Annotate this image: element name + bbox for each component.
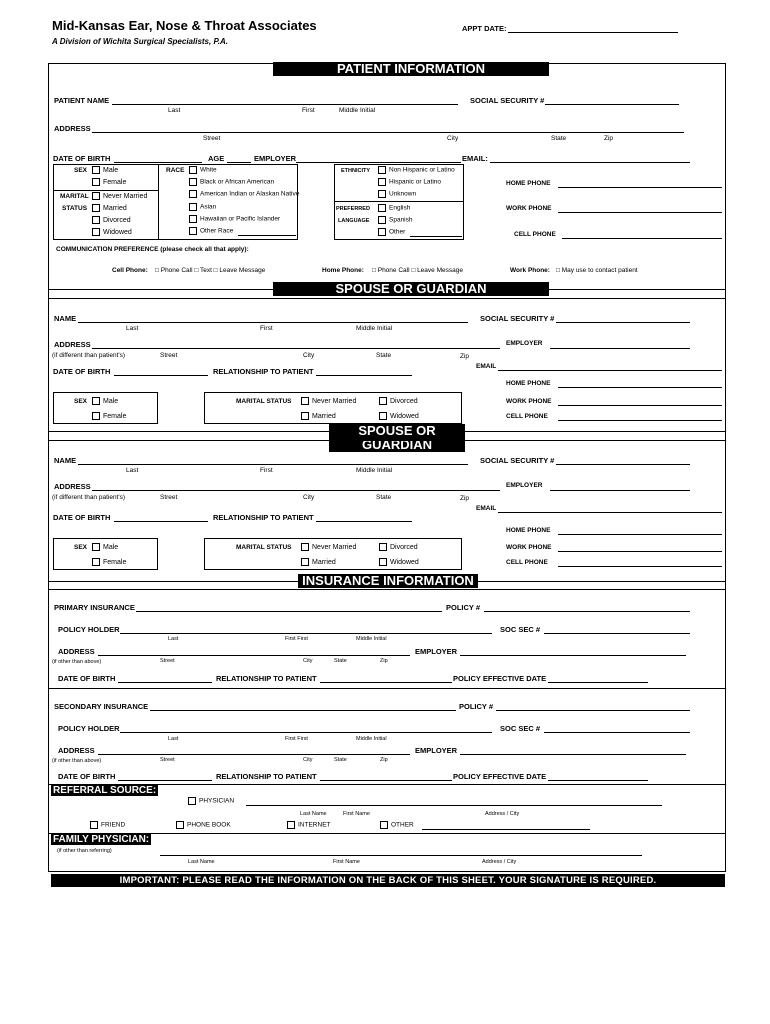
primary-policy-label: POLICY # [446, 603, 481, 612]
spouse-divorced-option[interactable] [379, 397, 418, 405]
spouse2-name-field[interactable] [78, 464, 468, 465]
checkbox[interactable] [301, 397, 309, 405]
patient-work-phone-field[interactable] [558, 212, 722, 213]
spouse-work-phone-field[interactable] [558, 405, 722, 406]
primary-employer-label: EMPLOYER [415, 647, 458, 656]
option-label: Divorced [390, 543, 418, 551]
referral-other-field[interactable] [422, 829, 590, 830]
spouse-female-option[interactable] [92, 412, 126, 420]
first-name-caption: First Name [343, 811, 370, 817]
checkbox[interactable] [92, 192, 100, 200]
first-name-caption: First Name [333, 859, 360, 865]
sex-male-option[interactable] [92, 166, 118, 174]
appt-date-field[interactable] [508, 32, 678, 33]
language-english-option[interactable] [378, 204, 410, 212]
checkbox[interactable] [176, 821, 184, 829]
secondary-effective-field[interactable] [548, 780, 648, 781]
spouse2-email-label: EMAIL [476, 505, 497, 512]
demographics-box [53, 164, 298, 240]
checkbox[interactable] [380, 821, 388, 829]
option-label: American Indian or Alaskan Native [200, 190, 300, 198]
patient-email-label: EMAIL: [462, 154, 488, 163]
race-asian-option[interactable] [189, 203, 216, 211]
patient-dob-label: DATE OF BIRTH [53, 154, 111, 163]
checkbox[interactable] [189, 227, 197, 235]
patient-name-field[interactable] [112, 104, 458, 105]
ethnicity-unknown-option[interactable] [378, 190, 416, 198]
referral-source-title: REFERRAL SOURCE: [53, 785, 157, 796]
checkbox[interactable] [92, 397, 100, 405]
option-label: English [389, 204, 411, 212]
language-spanish-option[interactable] [378, 216, 413, 224]
primary-socsec-field[interactable] [544, 633, 690, 634]
checkbox[interactable] [379, 543, 387, 551]
marital-label: MARITAL [60, 193, 89, 200]
zip-caption: Zip [604, 135, 614, 142]
spouse2-relationship-field[interactable] [316, 521, 412, 522]
primary-address-field[interactable] [98, 655, 410, 656]
spouse2-cell-phone-label: CELL PHONE [506, 559, 548, 566]
checkbox[interactable] [189, 203, 197, 211]
spouse2-widowed-option[interactable] [379, 558, 419, 566]
option-label: Non Hispanic or Latino [389, 166, 455, 174]
spouse2-name-label: NAME [54, 456, 77, 465]
race-other-option[interactable] [189, 227, 233, 235]
spouse-address-label: ADDRESS [54, 340, 91, 349]
middle-caption: Middle Initial [356, 636, 387, 642]
spouse2-address-label: ADDRESS [54, 482, 91, 491]
address-city-caption: Address / City [482, 859, 517, 865]
secondary-dob-label: DATE OF BIRTH [58, 772, 116, 781]
referral-phonebook-option[interactable] [176, 821, 231, 829]
secondary-holder-field[interactable] [120, 732, 492, 733]
option-label: Married [312, 412, 336, 420]
patient-age-field[interactable] [227, 162, 251, 163]
checkbox[interactable] [379, 558, 387, 566]
divider [48, 688, 726, 689]
checkbox[interactable] [189, 178, 197, 186]
patient-cell-phone-label: CELL PHONE [514, 231, 556, 238]
secondary-effective-label: POLICY EFFECTIVE DATE [453, 772, 547, 781]
spouse2-dob-field[interactable] [114, 521, 208, 522]
ethnicity-hispanic-option[interactable] [378, 178, 441, 186]
insurance-bar: INSURANCE INFORMATION [298, 574, 478, 588]
checkbox[interactable] [379, 397, 387, 405]
option-label: Other [389, 228, 406, 236]
secondary-socsec-label: SOC SEC # [500, 724, 541, 733]
patient-home-phone-label: HOME PHONE [506, 180, 551, 187]
primary-address-label: ADDRESS [58, 647, 95, 656]
primary-dob-label: DATE OF BIRTH [58, 674, 116, 683]
option-label: Widowed [103, 228, 132, 236]
comm-work-label: Work Phone: [510, 267, 550, 274]
patient-address-label: ADDRESS [54, 124, 91, 133]
option-label: Female [103, 412, 127, 420]
patient-info-bar: PATIENT INFORMATION [273, 62, 549, 76]
secondary-employer-label: EMPLOYER [415, 746, 458, 755]
checkbox[interactable] [378, 190, 386, 198]
divider [48, 440, 726, 441]
ethnicity-label: ETHNICITY [341, 168, 371, 174]
last-caption: Last [168, 107, 181, 114]
state-caption: State [334, 658, 347, 664]
primary-employer-field[interactable] [460, 655, 686, 656]
spouse-home-phone-label: HOME PHONE [506, 380, 551, 387]
last-caption: Last [168, 636, 179, 642]
option-label: PHYSICIAN [199, 797, 235, 805]
referral-physician-field[interactable] [246, 805, 662, 806]
comm-work-options[interactable]: □ May use to contact patient [556, 267, 638, 274]
option-label: Black or African American [200, 178, 275, 186]
if-other-referring-caption: (if other than referring) [57, 848, 112, 854]
option-label: INTERNET [298, 821, 331, 829]
marital-divorced-option[interactable] [92, 216, 131, 224]
spouse-married-option[interactable] [301, 412, 336, 420]
option-label: Male [103, 397, 119, 405]
secondary-relationship-field[interactable] [320, 780, 452, 781]
spouse2-employer-label: EMPLOYER [506, 482, 543, 489]
option-label: Unknown [389, 190, 417, 198]
street-caption: Street [160, 658, 175, 664]
street-caption: Street [160, 757, 175, 763]
marital-never-option[interactable] [92, 192, 147, 200]
zip-caption: Zip [460, 495, 470, 502]
checkbox[interactable] [92, 543, 100, 551]
primary-effective-field[interactable] [548, 682, 648, 683]
spouse2-divorced-option[interactable] [379, 543, 418, 551]
last-caption: Last [126, 467, 139, 474]
race-native-option[interactable] [189, 190, 299, 198]
marital-widowed-option[interactable] [92, 228, 132, 236]
referral-other-option[interactable] [380, 821, 414, 829]
spouse-dob-label: DATE OF BIRTH [53, 367, 111, 376]
patient-email-field[interactable] [490, 162, 690, 163]
status-label: STATUS [62, 205, 88, 212]
option-label: Divorced [103, 216, 131, 224]
street-caption: Street [160, 494, 178, 501]
checkbox[interactable] [189, 215, 197, 223]
comm-cell-label: Cell Phone: [112, 267, 148, 274]
divider [334, 201, 464, 202]
language-label: LANGUAGE [338, 218, 370, 224]
race-black-option[interactable] [189, 178, 274, 186]
primary-effective-label: POLICY EFFECTIVE DATE [453, 674, 547, 683]
checkbox[interactable] [301, 543, 309, 551]
primary-relationship-field[interactable] [320, 682, 452, 683]
comm-cell-options[interactable]: □ Phone Call □ Text □ Leave Message [155, 267, 266, 274]
city-caption: City [303, 757, 313, 763]
first-caption: First First [285, 736, 308, 742]
option-label: Asian [200, 203, 217, 211]
spouse-home-phone-field[interactable] [558, 387, 722, 388]
divider [53, 190, 158, 191]
race-label: RACE [166, 167, 185, 174]
option-label: Female [103, 558, 127, 566]
patient-cell-phone-field[interactable] [562, 238, 722, 239]
spouse-bar-1: SPOUSE OR GUARDIAN [273, 282, 549, 296]
option-label: FRIEND [101, 821, 126, 829]
marital-status-label: MARITAL STATUS [236, 398, 292, 405]
spouse2-work-phone-field[interactable] [558, 551, 722, 552]
divider [158, 164, 159, 240]
checkbox[interactable] [92, 558, 100, 566]
comm-home-options[interactable]: □ Phone Call □ Leave Message [372, 267, 463, 274]
patient-address-field[interactable] [92, 132, 684, 133]
if-other-caption: (if other than above) [52, 659, 102, 665]
secondary-dob-field[interactable] [118, 780, 212, 781]
checkbox[interactable] [301, 558, 309, 566]
secondary-relationship-label: RELATIONSHIP TO PATIENT [216, 772, 317, 781]
checkbox[interactable] [378, 204, 386, 212]
spouse-cell-phone-label: CELL PHONE [506, 413, 548, 420]
last-caption: Last [168, 736, 179, 742]
checkbox[interactable] [92, 216, 100, 224]
spouse2-ssn-field[interactable] [556, 464, 690, 465]
spouse-name-label: NAME [54, 314, 77, 323]
checkbox[interactable] [188, 797, 196, 805]
spouse-work-phone-label: WORK PHONE [506, 398, 552, 405]
spouse-ssn-label: SOCIAL SECURITY # [480, 314, 555, 323]
city-caption: City [303, 352, 315, 359]
spouse2-email-field[interactable] [498, 512, 722, 513]
option-label: PHONE BOOK [187, 821, 231, 829]
divider [48, 589, 726, 590]
comm-home-label: Home Phone: [322, 267, 364, 274]
family-physician-title: FAMILY PHYSICIAN: [53, 834, 150, 845]
spouse-male-option[interactable] [92, 397, 118, 405]
checkbox[interactable] [92, 204, 100, 212]
street-caption: Street [160, 352, 178, 359]
spouse2-relationship-label: RELATIONSHIP TO PATIENT [213, 513, 314, 522]
race-white-option[interactable] [189, 166, 217, 174]
checkbox[interactable] [189, 166, 197, 174]
checkbox[interactable] [189, 190, 197, 198]
secondary-insurance-field[interactable] [150, 710, 456, 711]
spouse2-cell-phone-field[interactable] [558, 566, 722, 567]
option-label: Hispanic or Latino [389, 178, 442, 186]
checkbox[interactable] [378, 166, 386, 174]
marital-married-option[interactable] [92, 204, 127, 212]
spouse-bar-2: SPOUSE OR GUARDIAN [329, 424, 465, 452]
option-label: Never Married [103, 192, 148, 200]
marital-status-label: MARITAL STATUS [236, 544, 292, 551]
state-caption: State [376, 352, 392, 359]
zip-caption: Zip [380, 658, 388, 664]
middle-caption: Middle Initial [356, 467, 393, 474]
if-different-caption: (if different than patient's) [52, 352, 126, 359]
comm-pref-label: COMMUNICATION PREFERENCE (please check all that apply): [56, 246, 249, 253]
secondary-address-label: ADDRESS [58, 746, 95, 755]
primary-socsec-label: SOC SEC # [500, 625, 541, 634]
sex-label: SEX [74, 398, 88, 405]
option-label: Never Married [312, 543, 357, 551]
zip-caption: Zip [460, 353, 470, 360]
last-name-caption: Last Name [188, 859, 215, 865]
patient-dob-field[interactable] [114, 162, 202, 163]
first-caption: First First [285, 636, 308, 642]
checkbox[interactable] [92, 178, 100, 186]
checkbox[interactable] [378, 216, 386, 224]
practice-subtitle: A Division of Wichita Surgical Specialists, P.A. [52, 37, 228, 46]
spouse-name-field[interactable] [78, 322, 468, 323]
if-other-caption: (if other than above) [52, 758, 102, 764]
secondary-holder-label: POLICY HOLDER [58, 724, 120, 733]
option-label: Never Married [312, 397, 357, 405]
primary-holder-field[interactable] [120, 633, 492, 634]
sex-label: SEX [74, 544, 88, 551]
option-label: Divorced [390, 397, 418, 405]
race-other-field[interactable] [238, 235, 296, 236]
spouse2-female-option[interactable] [92, 558, 126, 566]
patient-work-phone-label: WORK PHONE [506, 205, 552, 212]
spouse2-never-married-option[interactable] [301, 543, 356, 551]
language-other-option[interactable] [378, 228, 405, 236]
option-label: Female [103, 178, 127, 186]
primary-holder-label: POLICY HOLDER [58, 625, 120, 634]
option-label: OTHER [391, 821, 414, 829]
option-label: Hawaiian or Pacific Islander [200, 215, 281, 223]
last-caption: Last [126, 325, 139, 332]
spouse2-ssn-label: SOCIAL SECURITY # [480, 456, 555, 465]
option-label: Married [103, 204, 127, 212]
patient-ssn-field[interactable] [545, 104, 679, 105]
middle-caption: Middle Initial [356, 325, 393, 332]
state-caption: State [551, 135, 567, 142]
patient-ssn-label: SOCIAL SECURITY # [470, 96, 545, 105]
important-notice: IMPORTANT: PLEASE READ THE INFORMATION ON THE BACK OF THIS SHEET. YOUR SIGNATURE IS REQUIRED. [51, 874, 725, 887]
practice-name: Mid-Kansas Ear, Nose & Throat Associates [52, 18, 317, 33]
spouse-widowed-option[interactable] [379, 412, 419, 420]
divider [48, 298, 726, 299]
spouse2-employer-field[interactable] [550, 490, 690, 491]
referral-internet-option[interactable] [287, 821, 331, 829]
referral-friend-option[interactable] [90, 821, 125, 829]
primary-insurance-label: PRIMARY INSURANCE [54, 603, 135, 612]
option-label: Widowed [390, 558, 419, 566]
street-caption: Street [203, 135, 221, 142]
checkbox[interactable] [92, 412, 100, 420]
spouse2-address-field[interactable] [92, 490, 500, 491]
primary-relationship-label: RELATIONSHIP TO PATIENT [216, 674, 317, 683]
checkbox[interactable] [92, 166, 100, 174]
patient-name-label: PATIENT NAME [54, 96, 110, 105]
state-caption: State [334, 757, 347, 763]
spouse-cell-phone-field[interactable] [558, 420, 722, 421]
spouse2-home-phone-label: HOME PHONE [506, 527, 551, 534]
if-different-caption: (if different than patient's) [52, 494, 126, 501]
spouse-address-field[interactable] [92, 348, 500, 349]
spouse2-married-option[interactable] [301, 558, 336, 566]
spouse2-home-phone-field[interactable] [558, 534, 722, 535]
spouse-relationship-field[interactable] [316, 375, 412, 376]
checkbox[interactable] [90, 821, 98, 829]
middle-caption: Middle Initial [356, 736, 387, 742]
checkbox[interactable] [287, 821, 295, 829]
spouse-email-label: EMAIL [476, 363, 497, 370]
spouse-dob-field[interactable] [114, 375, 208, 376]
address-city-caption: Address / City [485, 811, 520, 817]
preferred-label: PREFERRED [336, 206, 370, 212]
spouse2-dob-label: DATE OF BIRTH [53, 513, 111, 522]
sex-label: SEX [74, 167, 88, 174]
secondary-address-field[interactable] [98, 754, 410, 755]
spouse-employer-label: EMPLOYER [506, 340, 543, 347]
appt-date-label: APPT DATE: [462, 24, 507, 33]
secondary-insurance-label: SECONDARY INSURANCE [54, 702, 149, 711]
checkbox[interactable] [379, 412, 387, 420]
secondary-policy-field[interactable] [496, 710, 690, 711]
secondary-policy-label: POLICY # [459, 702, 494, 711]
patient-employer-field[interactable] [296, 162, 461, 163]
option-label: Male [103, 543, 119, 551]
race-hawaiian-option[interactable] [189, 215, 280, 223]
city-caption: City [447, 135, 459, 142]
zip-caption: Zip [380, 757, 388, 763]
primary-insurance-field[interactable] [136, 611, 442, 612]
option-label: Male [103, 166, 119, 174]
family-physician-field[interactable] [160, 855, 642, 856]
state-caption: State [376, 494, 392, 501]
spouse-never-married-option[interactable] [301, 397, 356, 405]
spouse2-male-option[interactable] [92, 543, 118, 551]
spouse-employer-field[interactable] [550, 348, 690, 349]
option-label: White [200, 166, 217, 174]
last-name-caption: Last Name [300, 811, 327, 817]
middle-caption: Middle Initial [339, 107, 376, 114]
spouse-relationship-label: RELATIONSHIP TO PATIENT [213, 367, 314, 376]
option-label: Widowed [390, 412, 419, 420]
patient-home-phone-field[interactable] [558, 187, 722, 188]
primary-policy-field[interactable] [484, 611, 690, 612]
sex-female-option[interactable] [92, 178, 126, 186]
language-other-field[interactable] [410, 236, 462, 237]
city-caption: City [303, 494, 315, 501]
option-label: Other Race [200, 227, 234, 235]
checkbox[interactable] [301, 412, 309, 420]
primary-dob-field[interactable] [118, 682, 212, 683]
checkbox[interactable] [92, 228, 100, 236]
checkbox[interactable] [378, 228, 386, 236]
first-caption: First [260, 467, 273, 474]
city-caption: City [303, 658, 313, 664]
checkbox[interactable] [378, 178, 386, 186]
secondary-employer-field[interactable] [460, 754, 686, 755]
option-label: Spanish [389, 216, 413, 224]
spouse-ssn-field[interactable] [556, 322, 690, 323]
option-label: Married [312, 558, 336, 566]
spouse2-work-phone-label: WORK PHONE [506, 544, 552, 551]
first-caption: First [302, 107, 315, 114]
spouse-email-field[interactable] [498, 370, 722, 371]
secondary-socsec-field[interactable] [544, 732, 690, 733]
patient-employer-label: EMPLOYER [254, 154, 297, 163]
ethnicity-nonhispanic-option[interactable] [378, 166, 455, 174]
patient-age-label: AGE [208, 154, 225, 163]
referral-physician-option[interactable] [188, 797, 234, 805]
first-caption: First [260, 325, 273, 332]
